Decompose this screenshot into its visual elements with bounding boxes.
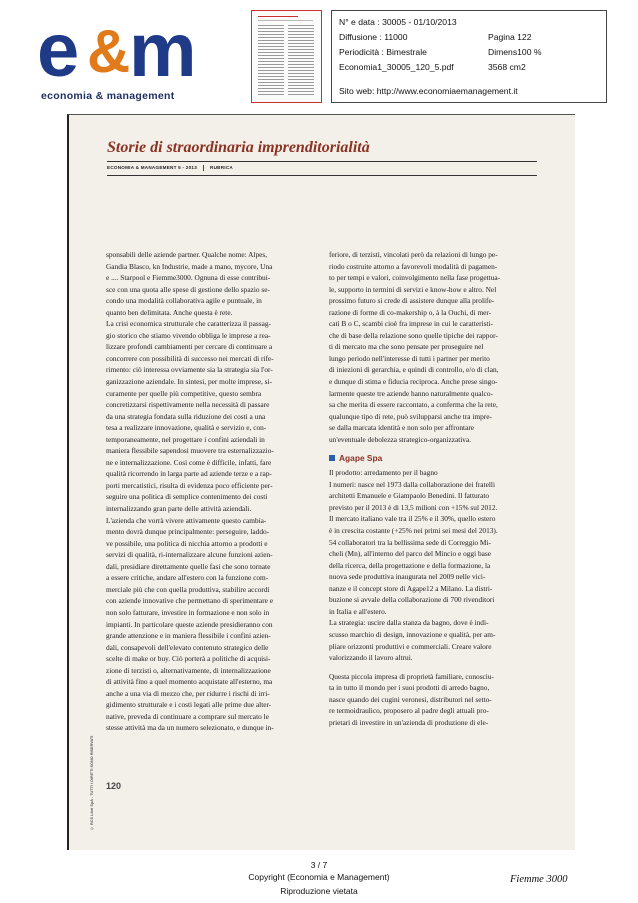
text-line: rimento: ciò interessa ovviamente sia la strategia sia l'or- xyxy=(106,365,273,375)
logo-tagline: economia & management xyxy=(41,90,175,102)
text-line: cheli (Mn), all'interno del parco del Mincio e oggi base xyxy=(329,549,492,559)
text-line: quanto ben delimitata. Anche questa è rete. xyxy=(106,307,233,317)
text-line: da una strategia fondata sulla riduzione dei costi a una xyxy=(106,411,266,421)
copyright-side-note: © RCS Libri SpA - TUTTI I DIRITTI SONO RISERVATI xyxy=(90,735,94,830)
thumbnail-column-right xyxy=(288,25,314,95)
text-line: impianti. In particolare queste aziende presidieranno con xyxy=(106,619,273,629)
text-line: le, supporto in termini di servizi e know-how e altro. Nel xyxy=(329,284,497,294)
article-column-left xyxy=(106,249,321,734)
text-line: qualità ricorrendo in larga parte ad aziende terze e a rap- xyxy=(106,469,272,479)
text-line: a essere critiche, andare all'estero con la funzione com- xyxy=(106,573,269,583)
text-line: gio storico che stiamo vivendo obbliga le imprese a rea- xyxy=(106,330,271,340)
text-line: Il mercato italiano vale tra il 25% e il 30%, quello estero xyxy=(329,514,496,524)
thumbnail-title-line xyxy=(258,16,298,17)
info-periodicity: Periodicità : Bimestrale xyxy=(339,47,427,57)
text-line: nasce quando dei cugini veronesi, distributori nel setto- xyxy=(329,694,492,704)
footer-page-indicator: 3 / 7 xyxy=(310,860,328,870)
text-line: ti di mercato ma che sono pensate per proseguire nel xyxy=(329,342,484,352)
meta-section: RUBRICA xyxy=(210,165,233,171)
text-line: gidimento strutturale e i costi legati alle prime due alter- xyxy=(106,700,272,710)
text-line: che di base della relazione sono quelle tipiche dei rappor- xyxy=(329,330,498,340)
text-line: della ricerca, della progettazione e della formazione, la xyxy=(329,560,491,570)
info-page: Pagina 122 xyxy=(488,32,532,42)
text-line: La strategia: uscire dalla stanza da bagno, dove è indi- xyxy=(329,618,489,628)
scanned-article-page xyxy=(67,114,575,850)
text-line: Gandia Blasco, kn Industrie, made a mano, mycore, Una xyxy=(106,261,273,271)
logo xyxy=(37,14,222,102)
text-line: Questa piccola impresa di proprietà familiare, conosciu- xyxy=(329,671,494,681)
info-issue-date: N° e data : 30005 - 01/10/2013 xyxy=(339,17,457,27)
text-line: previsto per il 2013 è di 13,5 milioni con +15% sul 2012. xyxy=(329,502,498,512)
text-line: nanze e il concept store di Agape12 a Milano. La distri- xyxy=(329,583,493,593)
text-line: cati B o C, scambi cioè fra imprese in cui le caratteristi- xyxy=(329,319,493,329)
text-line: prietari di investire in un'azienda di produzione di ele- xyxy=(329,717,489,727)
text-line: un'eventuale debolezza strategico-organizzativa. xyxy=(329,434,472,444)
text-line: ne e internalizzazione. Così come è difficile, infatti, fare xyxy=(106,457,272,467)
text-line: ta in tutto il mondo per i suoi prodotti di arredo bagno, xyxy=(329,683,490,693)
text-line: curamente per quelle più competitive, questo sembra xyxy=(106,388,262,398)
text-line: scusso marchio di design, innovazione e qualità, per am- xyxy=(329,629,496,639)
section-bullet-icon xyxy=(329,455,335,461)
text-line: Il prodotto: arredamento per il bagno xyxy=(329,468,438,478)
text-line: è in crescita costante (+25% nei primi sei mesi del 2013). xyxy=(329,526,498,536)
article-column-right xyxy=(329,249,551,728)
text-line: sa che merita di essere raccontato, a conferma che la rete, xyxy=(329,400,498,410)
footer-brand: Fiemme 3000 xyxy=(510,874,568,885)
text-line: re termoidraulico, proposero al padre degli attuali pro- xyxy=(329,706,489,716)
text-line: servizi di qualità, ri-internalizzare alcune funzioni azien- xyxy=(106,550,273,560)
title-rule xyxy=(107,161,537,162)
text-line: lungo periodo nell'interesse di tutti i partner per merito xyxy=(329,353,490,363)
paragraph-gap xyxy=(329,664,551,671)
text-line: non solo fatturare, investire in formazione e non solo in xyxy=(106,607,270,617)
text-line: seguire una politica di semplice contenimento dei costi xyxy=(106,492,268,502)
text-line: buzione si avvale della collaborazione di 700 rivenditori xyxy=(329,595,495,605)
text-line: pliare orizzonti produttivi e commerciali. Creare valore xyxy=(329,641,492,651)
text-line: prossimo futuro si crede di assistere dunque alla prolife- xyxy=(329,296,495,306)
thumbnail-rule xyxy=(258,20,313,21)
text-line: anche a una via di mezzo che, per ridurre i rischi di irri- xyxy=(106,688,270,698)
info-area: 3568 cm2 xyxy=(488,62,526,72)
text-line: di attività fino a quel momento acquistate all'esterno, ma xyxy=(106,677,273,687)
text-line: concretizzarsi rispettivamente nella necessità di passare xyxy=(106,400,270,410)
text-line: concorrere con possibilità di successo nei mercati di rife- xyxy=(106,353,274,363)
thumbnail-column-left xyxy=(258,25,284,95)
meta-rule xyxy=(107,175,537,176)
publication-info-box xyxy=(331,10,607,103)
text-line: to per tempi e valori, coinvolgimento nella fase progettua- xyxy=(329,273,501,283)
text-line: larmente queste tre aziende hanno naturalmente qualco- xyxy=(329,388,493,398)
text-line: valorizzando il lavoro altrui. xyxy=(329,653,413,663)
text-line: architetti Emanuele e Giampaolo Benedini. Il fatturato xyxy=(329,491,490,501)
text-line: maniera flessibile sapendosi muovere tra esternalizzazio- xyxy=(106,446,274,456)
article-meta xyxy=(107,165,239,171)
info-website: Sito web: http://www.economiaemanagement.it xyxy=(339,86,518,96)
text-line: L'azienda che vorrà vivere attivamente questo cambia- xyxy=(106,515,267,525)
text-line: ganizzazione aziendale. In sintesi, per molte imprese, si- xyxy=(106,377,272,387)
meta-journal: ECONOMIA & MANAGEMENT 5 - 2013 xyxy=(107,165,198,171)
text-line: 54 collaboratori tra la bellissima sede di Correggio Mi- xyxy=(329,537,491,547)
text-line: zione di terzisti o, alternativamente, di internalizzazione xyxy=(106,665,271,675)
footer-reproduction: Riproduzione vietata xyxy=(280,886,358,896)
text-line: porti mercatistici, risulta di evidenza poco efficiente per- xyxy=(106,480,273,490)
text-line: stesse attività ma da un numero selezionato, e dunque in- xyxy=(106,723,274,733)
text-line: mento dovrà dunque principalmente: perseguire, laddo- xyxy=(106,527,270,537)
info-file-name: Economia1_30005_120_5.pdf xyxy=(339,62,454,72)
company-profile xyxy=(329,467,551,663)
scan-page-number: 120 xyxy=(106,781,122,791)
text-line: in Italia e all'estero. xyxy=(329,606,387,616)
text-line: di iniezioni di gerarchia, e quindi di controllo, e/o di clan, xyxy=(329,365,499,375)
text-line: La crisi economica strutturale che caratterizza il passag- xyxy=(106,319,271,329)
text-line: nuova sede produttiva inaugurata nel 2009 nelle vici- xyxy=(329,572,486,582)
paragraph-gap xyxy=(329,445,551,452)
svg-text:e: e xyxy=(37,14,74,86)
footer-copyright: Copyright (Economia e Management) xyxy=(248,872,390,882)
text-line: internalizzando gran parte delle attività aziendali. xyxy=(106,504,252,514)
text-line: lizzare profondi cambiamenti per cercare di continuare a xyxy=(106,342,273,352)
text-line: se dalla marcata identità e non solo per affrontare xyxy=(329,423,475,433)
meta-separator xyxy=(203,165,204,171)
article-rubric-title: Storie di straordinaria imprenditorialità xyxy=(107,139,370,156)
info-dimension: Dimens100 % xyxy=(488,47,542,57)
svg-text:m: m xyxy=(129,14,191,86)
company-story xyxy=(329,671,551,729)
logo-mark xyxy=(37,14,222,86)
text-line: qualunque tipo di rete, può svilupparsi anche tra impre- xyxy=(329,411,492,421)
info-circulation: Diffusione : 11000 xyxy=(339,32,408,42)
text-line: condo una modalità collaborativa agile e puntuale, in xyxy=(106,296,262,306)
text-line: feriore, di terzisti, vincolati però da relazioni di lungo pe- xyxy=(329,250,498,259)
text-line: con aziende innovative che permettano di sperimentare e xyxy=(106,596,273,606)
text-line: dali, presidiare direttamente quelle fasi che sono tornate xyxy=(106,561,271,571)
text-line: I numeri: nasce nel 1973 dalla collaborazione dei fratelli xyxy=(329,479,495,489)
svg-text:&: & xyxy=(87,18,131,85)
section-heading xyxy=(329,452,551,465)
text-line: merciale più che con quella produttiva, stabilire accordi xyxy=(106,584,270,594)
text-line: e .... Starpool e Fiemme3000. Ognuna di esse contribui- xyxy=(106,273,271,283)
text-line: temporaneamente, nel progettare i confini aziendali in xyxy=(106,434,265,444)
right-column-intro xyxy=(329,249,551,445)
text-line: ve possibile, una politica di nicchia attorno a prodotti e xyxy=(106,538,268,548)
text-line: grande attenzione e in maniera flessibile i confini azien- xyxy=(106,631,271,641)
text-line: dali, consapevoli dell'elevato contenuto strategico delle xyxy=(106,642,269,652)
text-line: sponsabili delle aziende partner. Qualche nome: Alpes, xyxy=(106,250,268,259)
section-heading-text: Agape Spa xyxy=(339,453,383,464)
text-line: riodo costruite attorno a favorevoli modalità di pagamen- xyxy=(329,261,498,271)
text-line: tesa a realizzare innovazione, qualità e servizio e, con- xyxy=(106,423,267,433)
text-line: sce con una quota alle spese di gestione dello spazio se- xyxy=(106,284,270,294)
text-line: native, preveda di continuare a comprare sul mercato le xyxy=(106,711,269,721)
page-thumbnail xyxy=(251,10,322,103)
text-line: scelte di make or buy. Ciò porterà a politiche di acquisi- xyxy=(106,654,271,664)
text-line: e dunque di stima e fiducia reciproca. Anche prese singo- xyxy=(329,377,498,387)
text-line: razione di forme di co-makership o, à la Ouchi, di mer- xyxy=(329,307,492,317)
